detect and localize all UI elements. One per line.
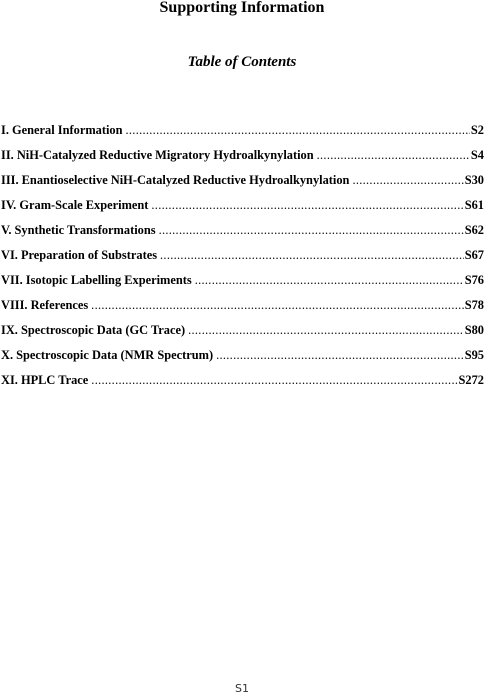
toc-leader-dots — [151, 195, 463, 215]
toc-entry-synthetic-transformations[interactable] — [1, 220, 484, 245]
toc-leader-dots — [91, 370, 457, 390]
toc-entry-gram-scale-experiment[interactable] — [1, 195, 484, 220]
toc-entry-page: S95 — [464, 348, 484, 362]
toc-entry-label: XI. HPLC Trace — [1, 373, 89, 387]
table-of-contents — [1, 120, 484, 395]
toc-entry-references[interactable] — [1, 295, 484, 320]
toc-leader-dots — [317, 145, 470, 165]
toc-leader-dots — [188, 320, 464, 340]
toc-entry-label: VII. Isotopic Labelling Experiments — [1, 273, 192, 287]
toc-entry-label: I. General Information — [1, 123, 123, 137]
toc-entry-migratory-hydroalkynylation[interactable] — [1, 145, 484, 170]
toc-entry-page: S67 — [464, 248, 484, 262]
toc-entry-page: S76 — [464, 273, 484, 287]
toc-entry-page: S272 — [458, 373, 484, 387]
toc-entry-general-information[interactable] — [1, 120, 484, 145]
toc-entry-label: VIII. References — [1, 298, 89, 312]
toc-leader-dots — [352, 170, 463, 190]
toc-entry-enantioselective-hydroalkynylation[interactable] — [1, 170, 484, 195]
toc-leader-dots — [195, 270, 464, 290]
toc-leader-dots — [159, 220, 464, 240]
toc-entry-hplc-trace[interactable] — [1, 370, 484, 395]
toc-entry-page: S78 — [464, 298, 484, 312]
toc-entry-label: III. Enantioselective NiH-Catalyzed Reductive Hydroalkynylation — [1, 173, 350, 187]
toc-entry-label: IX. Spectroscopic Data (GC Trace) — [1, 323, 186, 337]
toc-entry-isotopic-labelling[interactable] — [1, 270, 484, 295]
toc-entry-preparation-of-substrates[interactable] — [1, 245, 484, 270]
toc-entry-page: S2 — [470, 123, 484, 137]
toc-entry-gc-trace[interactable] — [1, 320, 484, 345]
toc-entry-label: VI. Preparation of Substrates — [1, 248, 158, 262]
toc-entry-page: S4 — [470, 148, 484, 162]
toc-entry-page: S62 — [464, 223, 484, 237]
document-title: Supporting Information — [159, 0, 325, 16]
toc-entry-label: X. Spectroscopic Data (NMR Spectrum) — [1, 348, 214, 362]
toc-entry-page: S61 — [464, 198, 484, 212]
toc-leader-dots — [126, 120, 470, 140]
toc-entry-label: II. NiH-Catalyzed Reductive Migratory Hydroalkynylation — [1, 148, 314, 162]
toc-leader-dots — [91, 295, 464, 315]
toc-entry-page: S80 — [464, 323, 484, 337]
toc-entry-page: S30 — [464, 173, 484, 187]
toc-entry-nmr-spectrum[interactable] — [1, 345, 484, 370]
toc-leader-dots — [216, 345, 464, 365]
toc-leader-dots — [160, 245, 464, 265]
toc-entry-label: V. Synthetic Transformations — [1, 223, 156, 237]
toc-heading: Table of Contents — [187, 54, 297, 70]
toc-entry-label: IV. Gram-Scale Experiment — [1, 198, 149, 212]
page-number: S1 — [235, 682, 249, 695]
